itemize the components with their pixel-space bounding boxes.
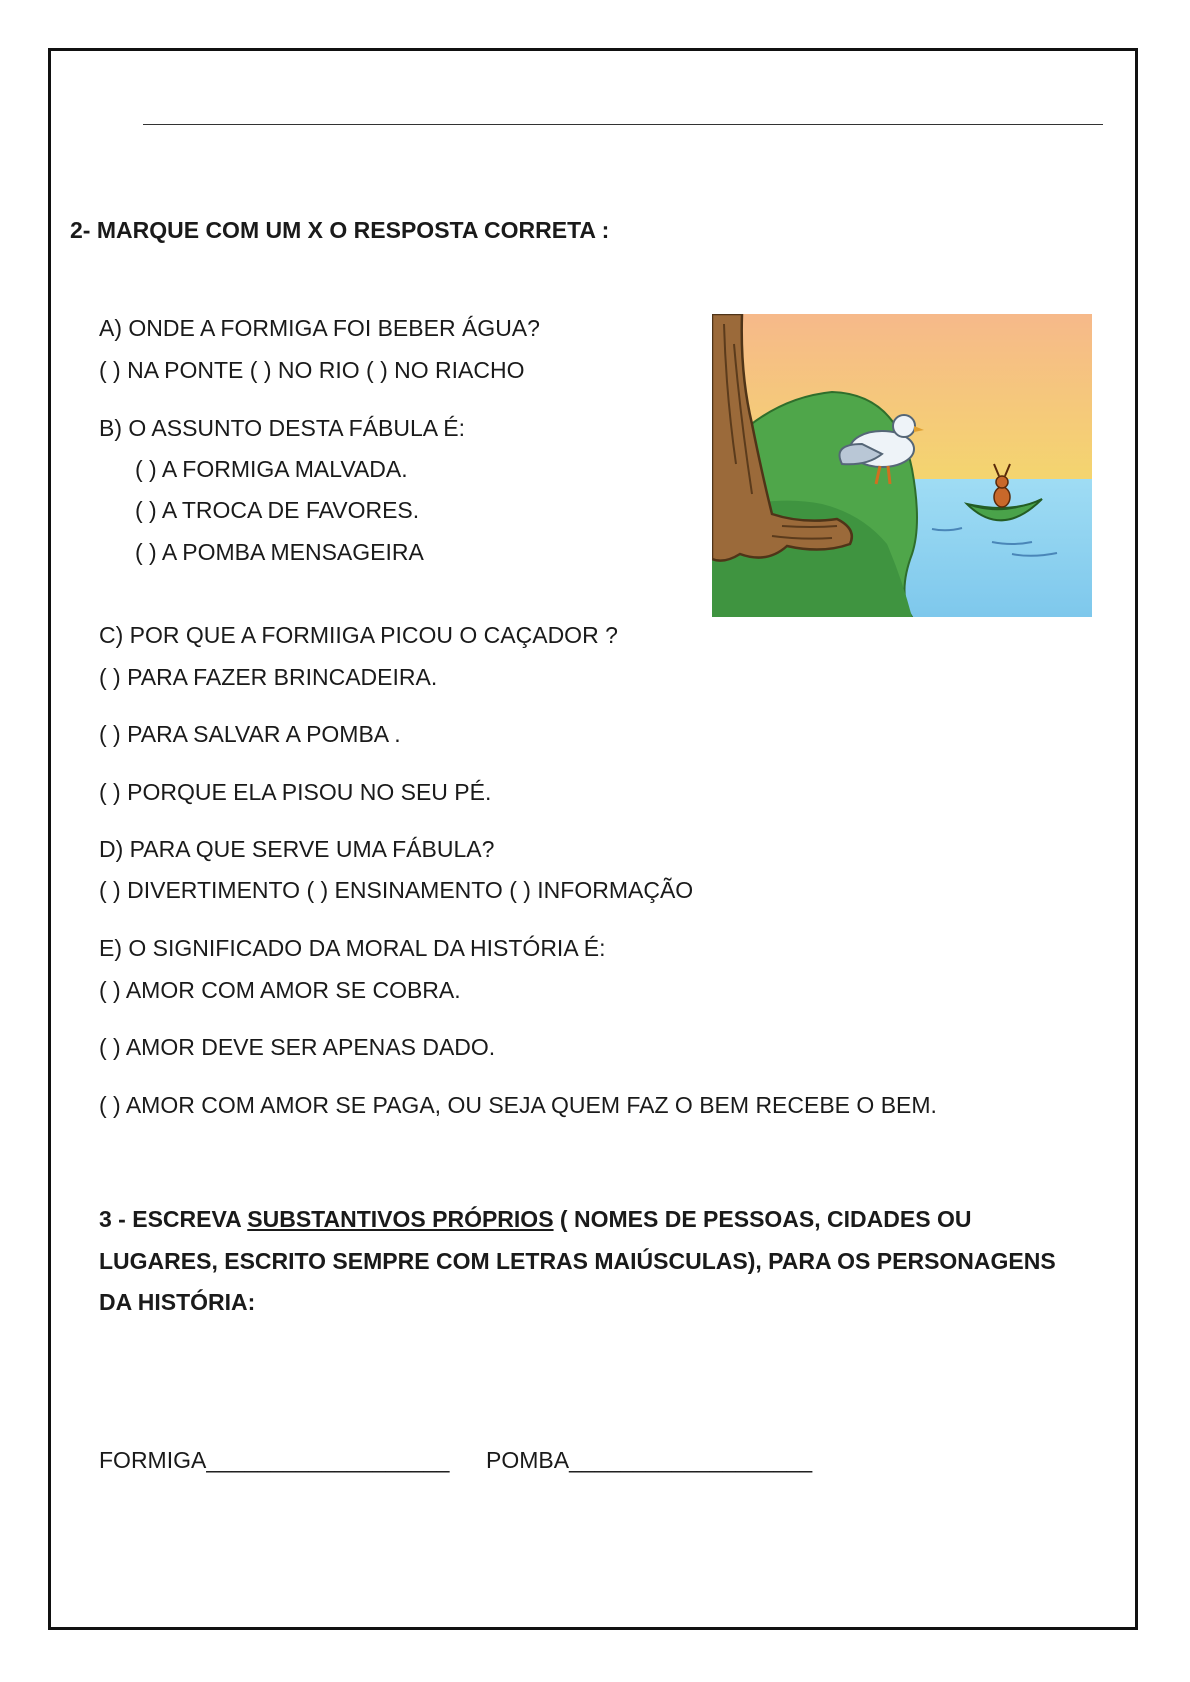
question-e-option-1: ( ) AMOR COM AMOR SE COBRA.: [99, 977, 461, 1003]
question-3-line-1: [99, 1205, 971, 1233]
question-c-option-2: ( ) PARA SALVAR A POMBA .: [99, 721, 401, 747]
fable-illustration: [712, 314, 1092, 617]
question-c: C) POR QUE A FORMIIGA PICOU O CAÇADOR ?: [99, 622, 618, 648]
question-e-option-2: ( ) AMOR DEVE SER APENAS DADO.: [99, 1034, 496, 1060]
question-3-line-2: LUGARES, ESCRITO SEMPRE COM LETRAS MAIÚSCULAS), PARA OS PERSONAGENS: [99, 1248, 1056, 1274]
question-a: A) ONDE A FORMIGA FOI BEBER ÁGUA?: [99, 315, 540, 341]
question-b-option-1: ( ) A FORMIGA MALVADA.: [135, 456, 408, 482]
question-c-option-1: ( ) PARA FAZER BRINCADEIRA.: [99, 664, 438, 690]
question-3-prefix: 3 - ESCREVA: [99, 1206, 248, 1232]
question-d: D) PARA QUE SERVE UMA FÁBULA?: [99, 836, 495, 862]
answer-line: [143, 124, 1103, 125]
question-3-line-1-rest: ( NOMES DE PESSOAS, CIDADES OU: [553, 1206, 972, 1232]
question-2-title: 2- MARQUE COM UM X O RESPOSTA CORRETA :: [70, 217, 610, 243]
question-3-underlined: SUBSTANTIVOS PRÓPRIOS: [247, 1206, 554, 1232]
fill-pomba: POMBA___________________: [486, 1447, 813, 1473]
question-b: B) O ASSUNTO DESTA FÁBULA É:: [99, 415, 465, 441]
question-3-line-3: DA HISTÓRIA:: [99, 1289, 256, 1315]
question-b-option-2: ( ) A TROCA DE FAVORES.: [135, 497, 420, 523]
question-a-options: ( ) NA PONTE ( ) NO RIO ( ) NO RIACHO: [99, 357, 525, 383]
question-b-option-3: ( ) A POMBA MENSAGEIRA: [135, 539, 424, 565]
question-e-option-3: ( ) AMOR COM AMOR SE PAGA, OU SEJA QUEM FAZ O BEM RECEBE O BEM.: [99, 1092, 937, 1118]
question-d-options: ( ) DIVERTIMENTO ( ) ENSINAMENTO ( ) INFORMAÇÃO: [99, 877, 694, 903]
question-e: E) O SIGNIFICADO DA MORAL DA HISTÓRIA É:: [99, 935, 606, 961]
question-c-option-3: ( ) PORQUE ELA PISOU NO SEU PÉ.: [99, 779, 492, 805]
fill-formiga: FORMIGA___________________: [99, 1447, 450, 1473]
